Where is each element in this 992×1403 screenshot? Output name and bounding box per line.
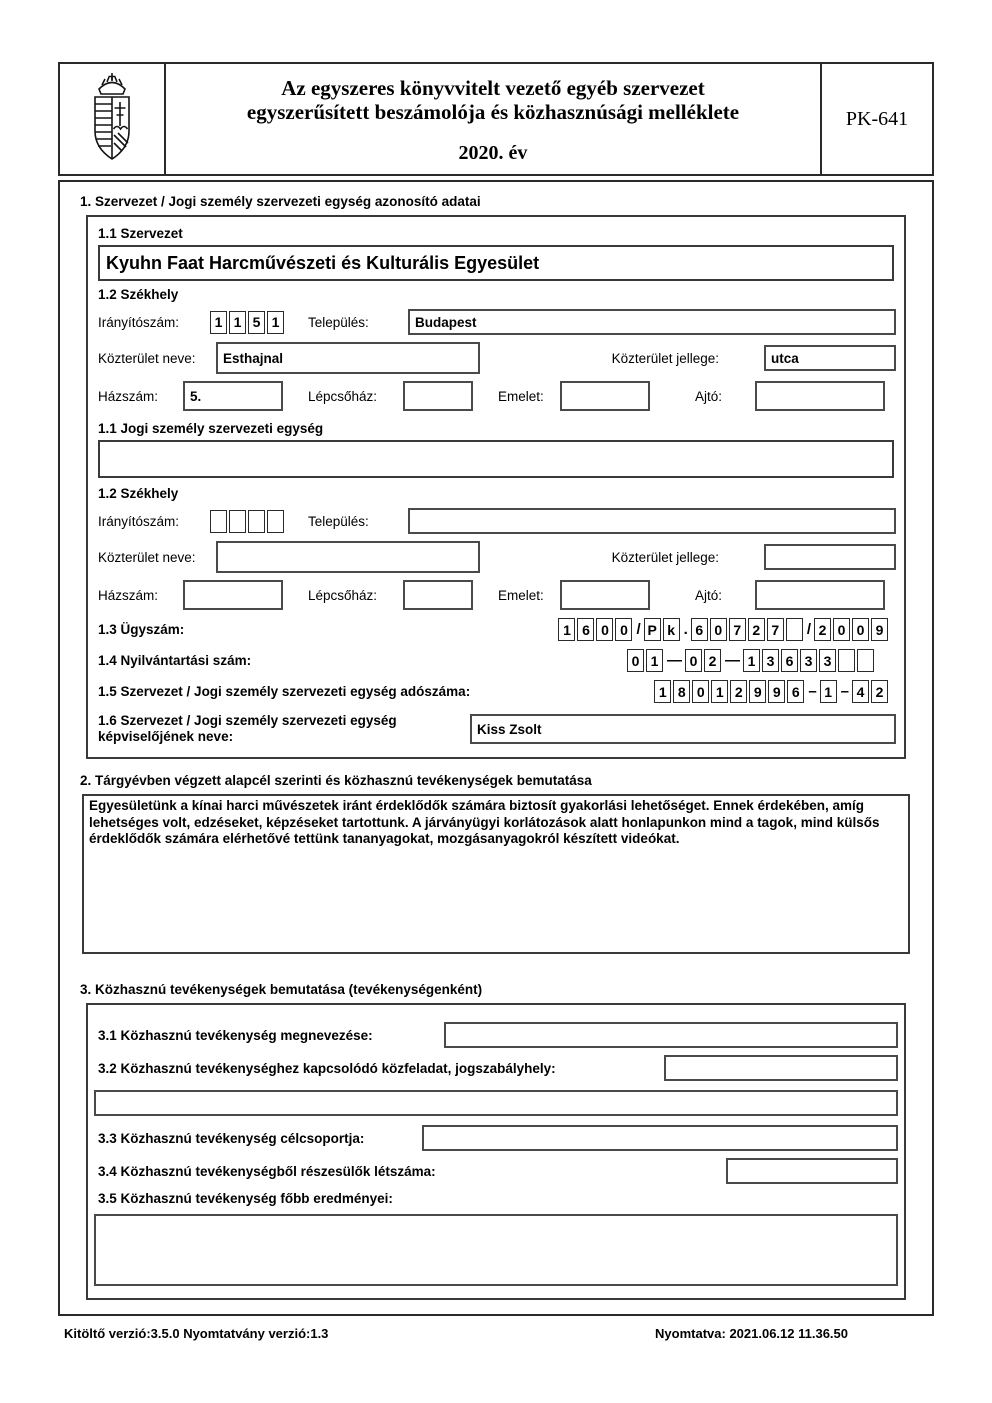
target-group-field[interactable] (422, 1125, 898, 1151)
public-duty-field[interactable] (664, 1055, 898, 1081)
activity-name-label: 3.1 Közhasznú tevékenység megnevezése: (98, 1027, 373, 1043)
seat2-door-field[interactable] (755, 580, 885, 610)
seat1-door-field[interactable] (755, 381, 885, 411)
seat1-city-field[interactable]: Budapest (408, 309, 896, 335)
section1-box (86, 215, 906, 759)
seat2-street-type-label: Közterület jellege: (611, 549, 719, 565)
form-title-line1: Az egyszeres könyvvitelt vezető egyéb szervezet (281, 76, 705, 100)
footer-printed-text: Nyomtatva: 2021.06.12 11.36.50 (655, 1326, 848, 1341)
section1-heading: 1. Szervezet / Jogi személy szervezeti egység azonosító adatai (80, 194, 481, 209)
seat2-row-house (96, 580, 896, 610)
form-title-line2: egyszerűsített beszámolója és közhasznúsági melléklete (246, 100, 740, 124)
seat2-house-label: Házszám: (98, 587, 159, 603)
representative-row (96, 713, 896, 745)
tax-number-boxes[interactable]: 1 8 0 1 2 9 9 6 – 1 – 4 2 (654, 680, 890, 703)
coat-of-arms-svg (76, 71, 148, 167)
section3-heading: 3. Közhasznú tevékenységek bemutatása (tevékenységenként) (80, 982, 483, 997)
seat1-city-label: Település: (308, 314, 369, 330)
seat1-house-field[interactable]: 5. (183, 381, 283, 411)
seat1-house-label: Házszám: (98, 388, 159, 404)
seat2-label: 1.2 Székhely (98, 486, 179, 501)
activity-name-row (94, 1022, 898, 1048)
reg-number-boxes[interactable]: 0 1 — 0 2 — 1 3 6 3 3 (627, 649, 876, 672)
seat2-street-name-label: Közterület neve: (98, 549, 196, 565)
results-row (94, 1191, 898, 1206)
seat2-row-postal-city (96, 508, 896, 534)
target-group-label: 3.3 Közhasznú tevékenység célcsoportja: (98, 1130, 365, 1146)
seat1-label: 1.2 Székhely (98, 287, 179, 302)
results-field[interactable] (94, 1214, 898, 1286)
seat2-postal-label: Irányítószám: (98, 513, 180, 529)
section2-text-field[interactable]: Egyesületünk a kínai harci művészetek iránt érdeklődők számára biztosít gyakorlási lehetőséget. Ennek érdekében, amíg lehetséges volt, edzéseket, képzéseket tartottunk. A járványügyi korlátozások alatt honlapunkon mind a tagok, mind külsős érdeklődők számára elérhetővé tettünk tananyagokat, mozgásanyagokról készített videókat. (82, 794, 910, 954)
target-group-row (94, 1125, 898, 1151)
legal-unit-label: 1.1 Jogi személy szervezeti egység (98, 421, 324, 436)
seat1-street-type-field[interactable]: utca (764, 345, 896, 371)
hungarian-coat-of-arms-icon (60, 64, 166, 174)
form-body (58, 180, 934, 1316)
seat2-floor-field[interactable] (560, 580, 650, 610)
seat2-house-field[interactable] (183, 580, 283, 610)
beneficiaries-row (94, 1158, 898, 1184)
seat1-postal-label: Irányítószám: (98, 314, 180, 330)
seat2-postal-boxes[interactable] (210, 510, 294, 533)
seat1-street-name-field[interactable]: Esthajnal (216, 342, 480, 374)
reg-number-row (96, 649, 896, 672)
beneficiaries-label: 3.4 Közhasznú tevékenységből részesülők létszáma: (98, 1163, 436, 1179)
form-year: 2020. év (458, 142, 528, 164)
representative-label: 1.6 Szervezet / Jogi személy szervezeti egység képviselőjének neve: (98, 713, 397, 744)
public-duty-extra-field[interactable] (94, 1090, 898, 1116)
tax-number-row (96, 680, 896, 703)
seat2-floor-label: Emelet: (498, 587, 544, 603)
beneficiaries-count-field[interactable] (726, 1158, 898, 1184)
form-page (58, 62, 934, 1345)
case-number-label: 1.3 Ügyszám: (98, 622, 185, 637)
legal-unit-name-field[interactable] (98, 440, 894, 478)
reg-number-label: 1.4 Nyilvántartási szám: (98, 653, 252, 668)
org-label: 1.1 Szervezet (98, 226, 183, 241)
activity-name-field[interactable] (444, 1022, 898, 1048)
footer-version-text: Kitöltő verzió:3.5.0 Nyomtatvány verzió:1.3 (64, 1326, 329, 1341)
seat1-stair-label: Lépcsőház: (308, 388, 378, 404)
seat1-floor-field[interactable] (560, 381, 650, 411)
seat2-row-street (96, 541, 896, 573)
seat1-row-postal-city (96, 309, 896, 335)
seat1-stair-field[interactable] (403, 381, 473, 411)
seat2-street-type-field[interactable] (764, 544, 896, 570)
seat2-stair-label: Lépcsőház: (308, 587, 378, 603)
public-duty-row (94, 1055, 898, 1081)
org-name-field[interactable]: Kyuhn Faat Harcművészeti és Kulturális Egyesület (98, 245, 894, 281)
public-duty-label: 3.2 Közhasznú tevékenységhez kapcsolódó közfeladat, jogszabályhely: (98, 1060, 556, 1076)
tax-number-label: 1.5 Szervezet / Jogi személy szervezeti egység adószáma: (98, 684, 471, 699)
form-title (166, 64, 822, 174)
seat2-door-label: Ajtó: (695, 587, 723, 603)
section2-heading: 2. Tárgyévben végzett alapcél szerinti és közhasznú tevékenységek bemutatása (80, 773, 592, 788)
seat2-city-label: Település: (308, 513, 369, 529)
case-number-row (96, 618, 896, 641)
representative-name-field[interactable]: Kiss Zsolt (470, 714, 896, 744)
results-label: 3.5 Közhasznú tevékenység főbb eredményei: (98, 1191, 393, 1206)
seat1-door-label: Ajtó: (695, 388, 723, 404)
seat1-postal-boxes[interactable]: 1 1 5 1 (210, 311, 294, 334)
case-number-boxes[interactable]: 1 6 0 0 / P k . 6 0 7 2 7 / 2 0 0 9 (558, 618, 890, 641)
seat1-street-type-label: Közterület jellege: (611, 350, 719, 366)
section3-box (86, 1003, 906, 1300)
seat2-city-field[interactable] (408, 508, 896, 534)
form-code: PK-641 (845, 107, 909, 130)
seat1-floor-label: Emelet: (498, 388, 544, 404)
seat1-street-name-label: Közterület neve: (98, 350, 196, 366)
form-footer (58, 1322, 934, 1345)
seat2-stair-field[interactable] (403, 580, 473, 610)
seat1-row-street (96, 342, 896, 374)
seat1-row-house (96, 381, 896, 411)
form-header (58, 62, 934, 176)
seat2-street-name-field[interactable] (216, 541, 480, 573)
